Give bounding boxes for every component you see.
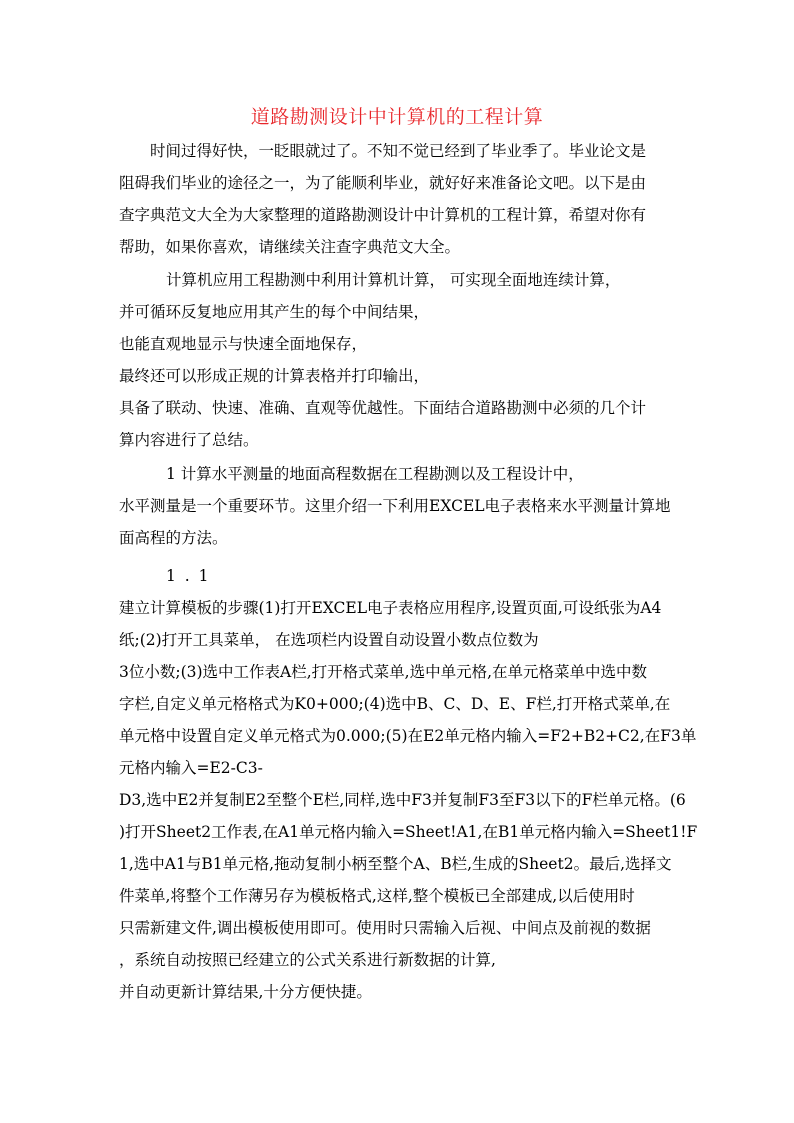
paragraph-line: 具备了联动、快速、准确、直观等优越性。下面结合道路勘测中必须的几个计 bbox=[119, 399, 647, 417]
paragraph-line: 并可循环反复地应用其产生的每个中间结果， bbox=[119, 303, 430, 321]
intro-line: 帮助，如果你喜欢，请继续关注查字典范文大全。 bbox=[119, 238, 461, 256]
paragraph-line: 字栏,自定义单元格格式为K0+000;(4)选中B、C、D、E、F栏,打开格式菜单,在 bbox=[119, 695, 671, 713]
paragraph-line: 只需新建文件,调出模板使用即可。使用时只需输入后视、中间点及前视的数据 bbox=[119, 919, 651, 937]
paragraph-line: 元格内输入=E2-C3- bbox=[119, 759, 263, 777]
paragraph-line: )打开Sheet2工作表,在A1单元格内输入=Sheet!A1,在B1单元格内输入=Sheet1!F bbox=[119, 823, 698, 841]
paragraph-line: 算内容进行了总结。 bbox=[119, 431, 259, 449]
paragraph-line: ，系统自动按照已经建立的公式关系进行新数据的计算, bbox=[119, 951, 496, 969]
paragraph-line: 计算机应用工程勘测中利用计算机计算， 可实现全面地连续计算， bbox=[166, 271, 621, 289]
paragraph-line: 件菜单,将整个工作薄另存为模板格式,这样,整个模板已全部建成,以后使用时 bbox=[119, 887, 635, 905]
intro-line: 时间过得好快，一眨眼就过了。不知不觉已经到了毕业季了。毕业论文是 bbox=[150, 142, 647, 160]
paragraph-line: 3位小数;(3)选中工作表A栏,打开格式菜单,选中单元格,在单元格菜单中选中数 bbox=[119, 663, 648, 681]
section-number: 1 . 1 bbox=[166, 567, 211, 585]
intro-line: 查字典范文大全为大家整理的道路勘测设计中计算机的工程计算，希望对你有 bbox=[119, 206, 647, 224]
paragraph-line: 纸;(2)打开工具菜单， 在选项栏内设置自动设置小数点位数为 bbox=[119, 631, 539, 649]
document-title: 道路勘测设计中计算机的工程计算 bbox=[250, 106, 544, 128]
paragraph-line: D3,选中E2并复制E2至整个E栏,同样,选中F3并复制F3至F3以下的F栏单元格。(6 bbox=[119, 791, 686, 809]
paragraph-line: 最终还可以形成正规的计算表格并打印输出， bbox=[119, 367, 430, 385]
paragraph-line: 也能直观地显示与快速全面地保存， bbox=[119, 335, 368, 353]
paragraph-line: 1 计算水平测量的地面高程数据在工程勘测以及工程设计中， bbox=[166, 465, 584, 483]
paragraph-line: 1,选中A1与B1单元格,拖动复制小柄至整个A、B栏,生成的Sheet2。最后,选择文 bbox=[119, 855, 672, 873]
intro-line: 阻碍我们毕业的途径之一，为了能顺利毕业，就好好来准备论文吧。以下是由 bbox=[119, 174, 647, 192]
paragraph-line: 水平测量是一个重要环节。这里介绍一下利用EXCEL电子表格来水平测量计算地 bbox=[119, 497, 671, 515]
paragraph-line: 面高程的方法。 bbox=[119, 529, 228, 547]
paragraph-line: 单元格中设置自定义单元格式为0.000;(5)在E2单元格内输入=F2+B2+C2,在F3单 bbox=[119, 727, 697, 745]
paragraph-line: 建立计算模板的步骤(1)打开EXCEL电子表格应用程序,设置页面,可设纸张为A4 bbox=[119, 599, 662, 617]
paragraph-line: 并自动更新计算结果,十分方便快捷。 bbox=[119, 983, 372, 1001]
